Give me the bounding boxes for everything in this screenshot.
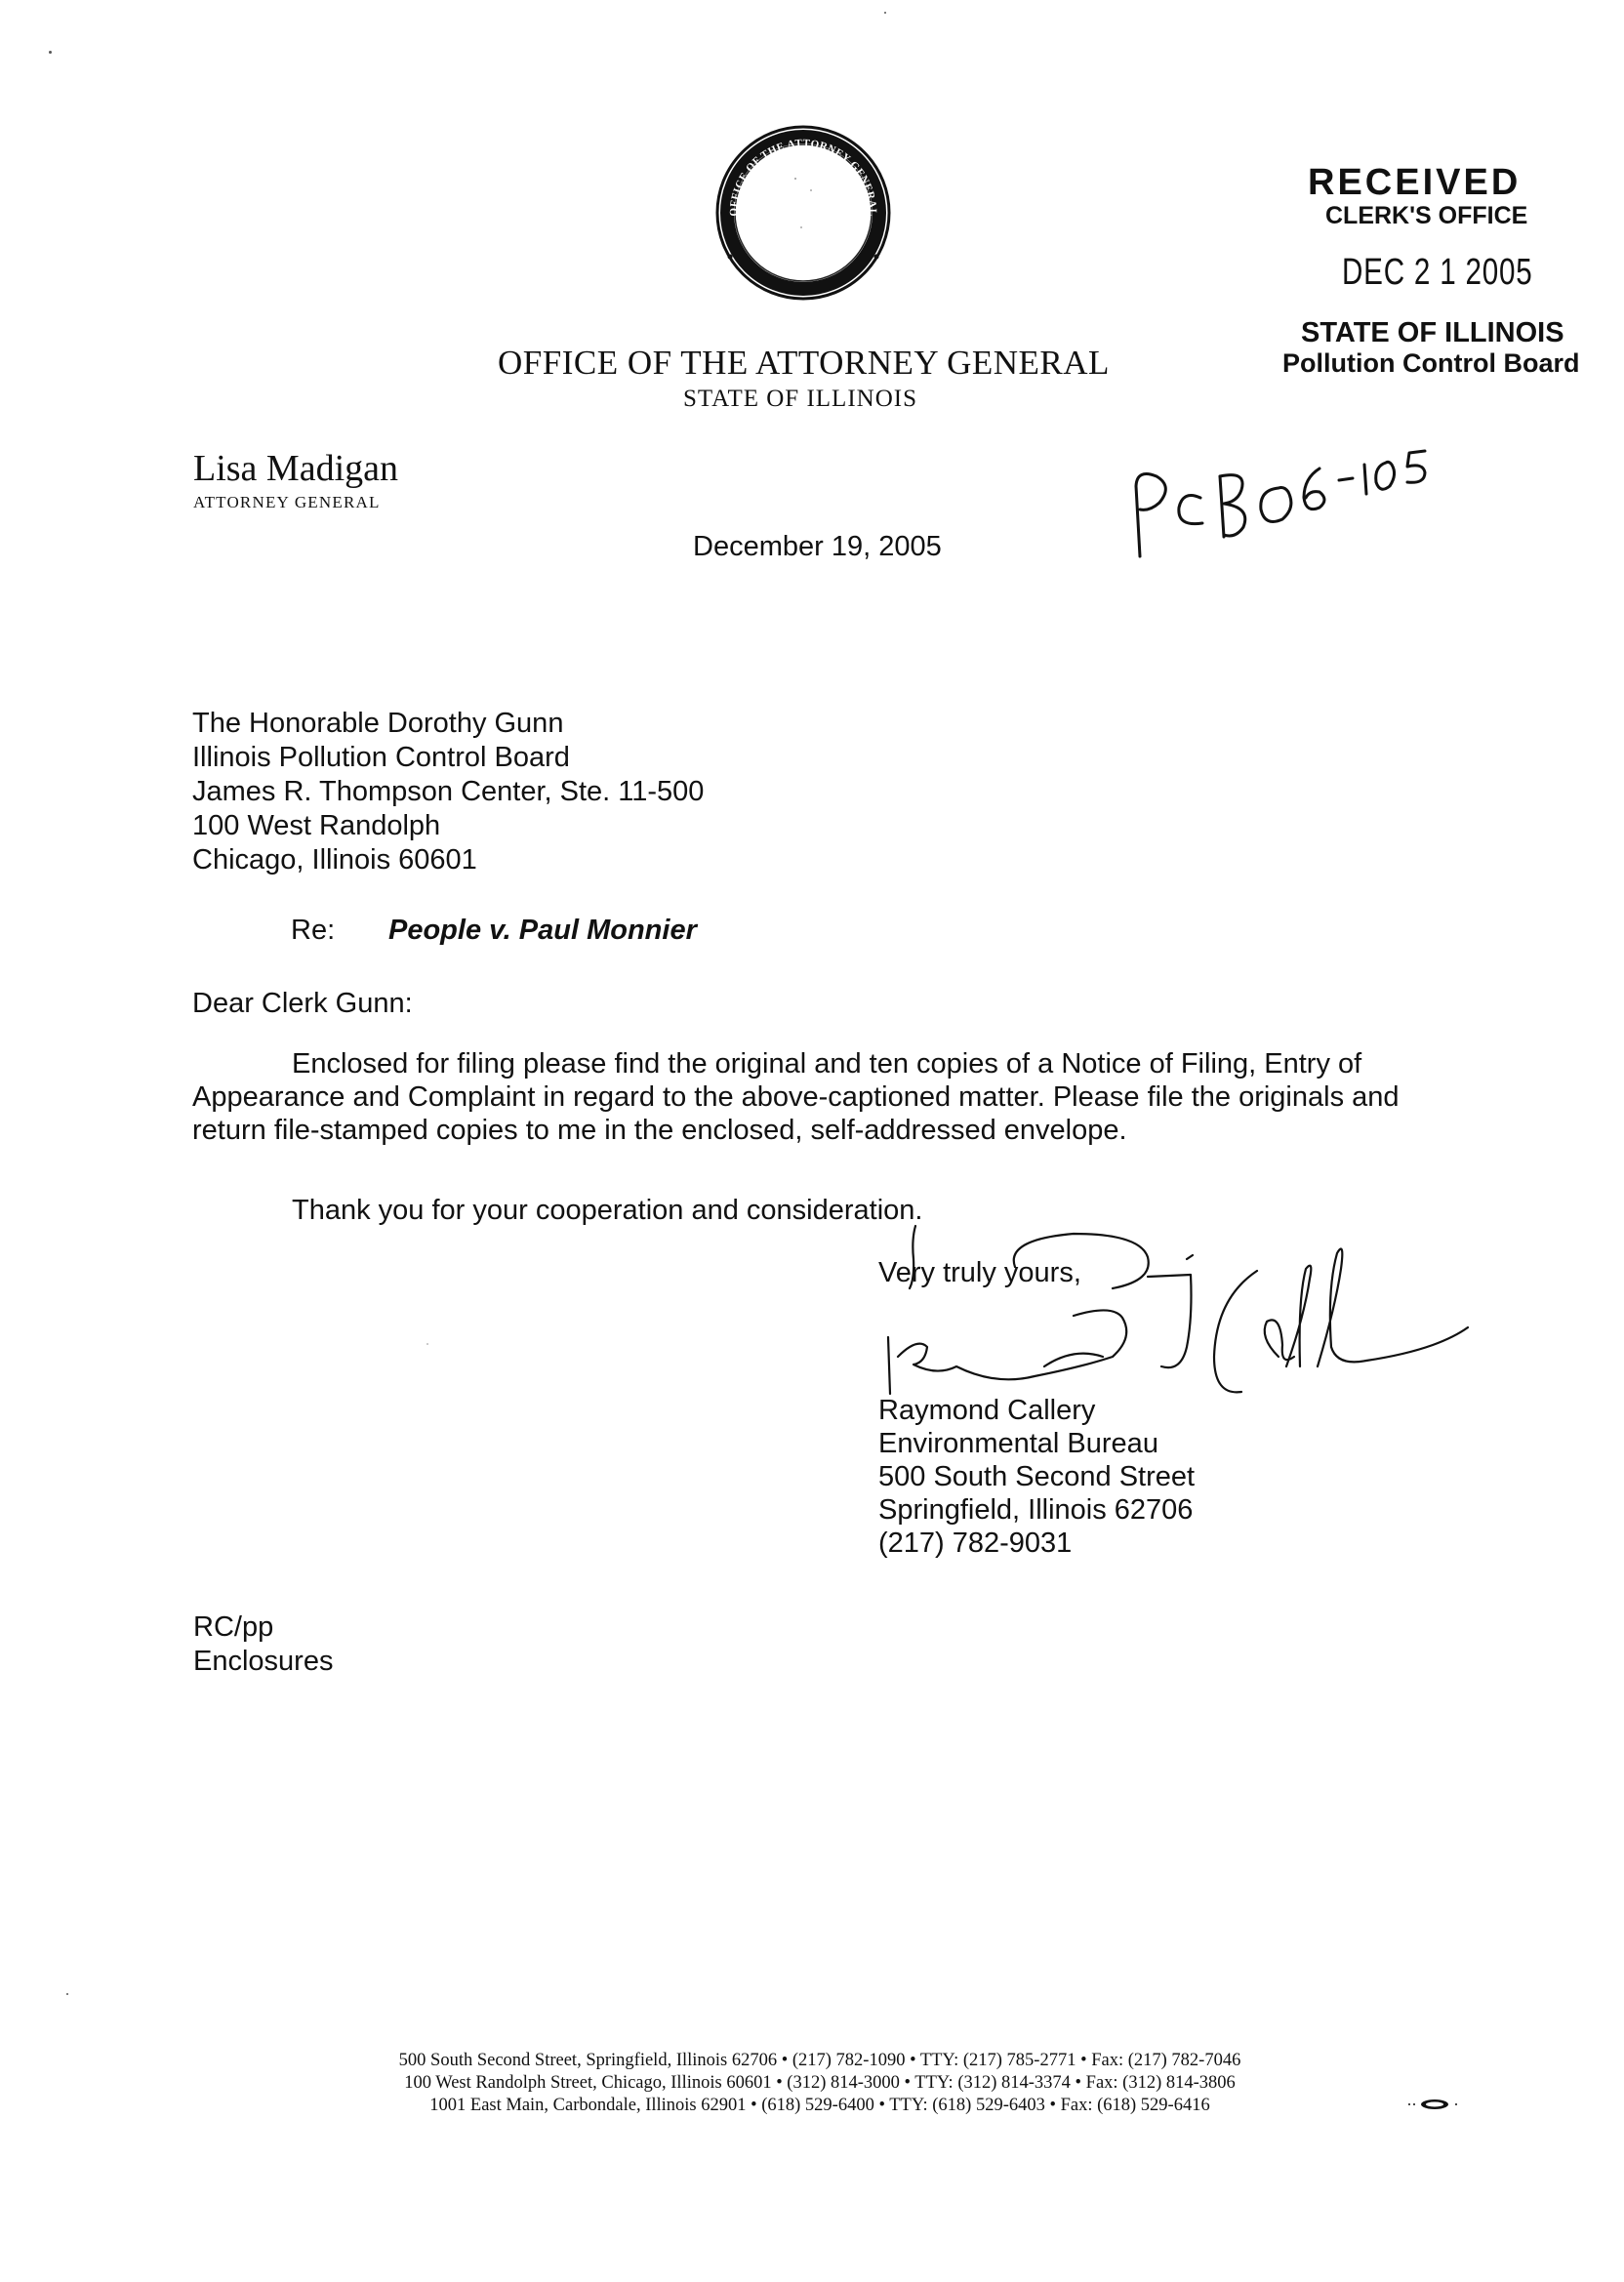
office-title: OFFICE OF THE ATTORNEY GENERAL bbox=[498, 344, 1110, 382]
closing: Very truly yours, bbox=[878, 1257, 1081, 1288]
letter-date: December 19, 2005 bbox=[693, 531, 942, 562]
enclosures-note: Enclosures bbox=[193, 1646, 334, 1677]
typist-initials: RC/pp bbox=[193, 1611, 274, 1643]
stamp-received: RECEIVED bbox=[1308, 162, 1522, 203]
footer-line: 100 West Randolph Street, Chicago, Illinois 60601 • (312) 814-3000 • TTY: (312) 814-3374 • Fax: (312) 814-3806 bbox=[404, 2073, 1236, 2093]
attorney-general-name: Lisa Madigan bbox=[193, 448, 399, 489]
office-state: STATE OF ILLINOIS bbox=[683, 386, 917, 412]
sender-line: 500 South Second Street bbox=[878, 1461, 1196, 1492]
body-line: Enclosed for filing please find the original and ten copies of a Notice of Filing, Entry of bbox=[292, 1048, 1362, 1080]
footer-line: 500 South Second Street, Springfield, Illinois 62706 • (217) 782-1090 • TTY: (217) 785-2771 • Fax: (217) 782-7046 bbox=[398, 2051, 1241, 2070]
thanks-line: Thank you for your cooperation and consideration. bbox=[292, 1195, 923, 1226]
sender-line: Environmental Bureau bbox=[878, 1428, 1158, 1459]
seal-top-text: OFFICE OF THE ATTORNEY GENERAL bbox=[727, 137, 879, 217]
stamp-board: Pollution Control Board bbox=[1282, 348, 1580, 378]
stamp-state: STATE OF ILLINOIS bbox=[1301, 317, 1564, 348]
scan-speck bbox=[49, 51, 52, 54]
handwritten-case-number bbox=[1122, 429, 1444, 576]
addressee-block bbox=[192, 707, 704, 877]
body-paragraph bbox=[192, 1047, 1481, 1147]
sender-line: Springfield, Illinois 62706 bbox=[878, 1494, 1194, 1526]
scan-speck bbox=[66, 1993, 68, 1995]
sender-phone: (217) 782-9031 bbox=[878, 1528, 1073, 1559]
re-label: Re: bbox=[291, 915, 336, 946]
body-line: return file-stamped copies to me in the enclosed, self-addressed envelope. bbox=[192, 1115, 1127, 1146]
addressee-line: Illinois Pollution Control Board bbox=[192, 742, 570, 773]
footer-line: 1001 East Main, Carbondale, Illinois 62901 • (618) 529-6400 • TTY: (618) 529-6403 • Fax: (618) 529-6416 bbox=[429, 2096, 1210, 2115]
attorney-general-title: ATTORNEY GENERAL bbox=[193, 493, 381, 511]
addressee-line: James R. Thompson Center, Ste. 11-500 bbox=[192, 776, 705, 807]
addressee-line: Chicago, Illinois 60601 bbox=[192, 844, 477, 876]
stamp-date: DEC 2 1 2005 bbox=[1342, 252, 1533, 293]
seal-bottom-text: STATE OF ILLINOIS bbox=[752, 243, 854, 276]
attorney-general-seal bbox=[686, 120, 920, 306]
addressee-line: 100 West Randolph bbox=[192, 810, 441, 841]
body-line: Appearance and Complaint in regard to the above-captioned matter. Please file the originals and bbox=[192, 1081, 1400, 1113]
footer-addresses bbox=[195, 2050, 1444, 2117]
stamp-clerks-office: CLERK'S OFFICE bbox=[1325, 202, 1528, 229]
sender-name: Raymond Callery bbox=[878, 1395, 1096, 1426]
scan-speck bbox=[884, 12, 886, 14]
salutation: Dear Clerk Gunn: bbox=[192, 988, 413, 1019]
recycled-paper-icon bbox=[1403, 2097, 1462, 2112]
addressee-line: The Honorable Dorothy Gunn bbox=[192, 708, 564, 739]
scan-speck bbox=[426, 1343, 428, 1345]
sender-block bbox=[878, 1394, 1195, 1560]
re-case-name: People v. Paul Monnier bbox=[388, 915, 697, 946]
